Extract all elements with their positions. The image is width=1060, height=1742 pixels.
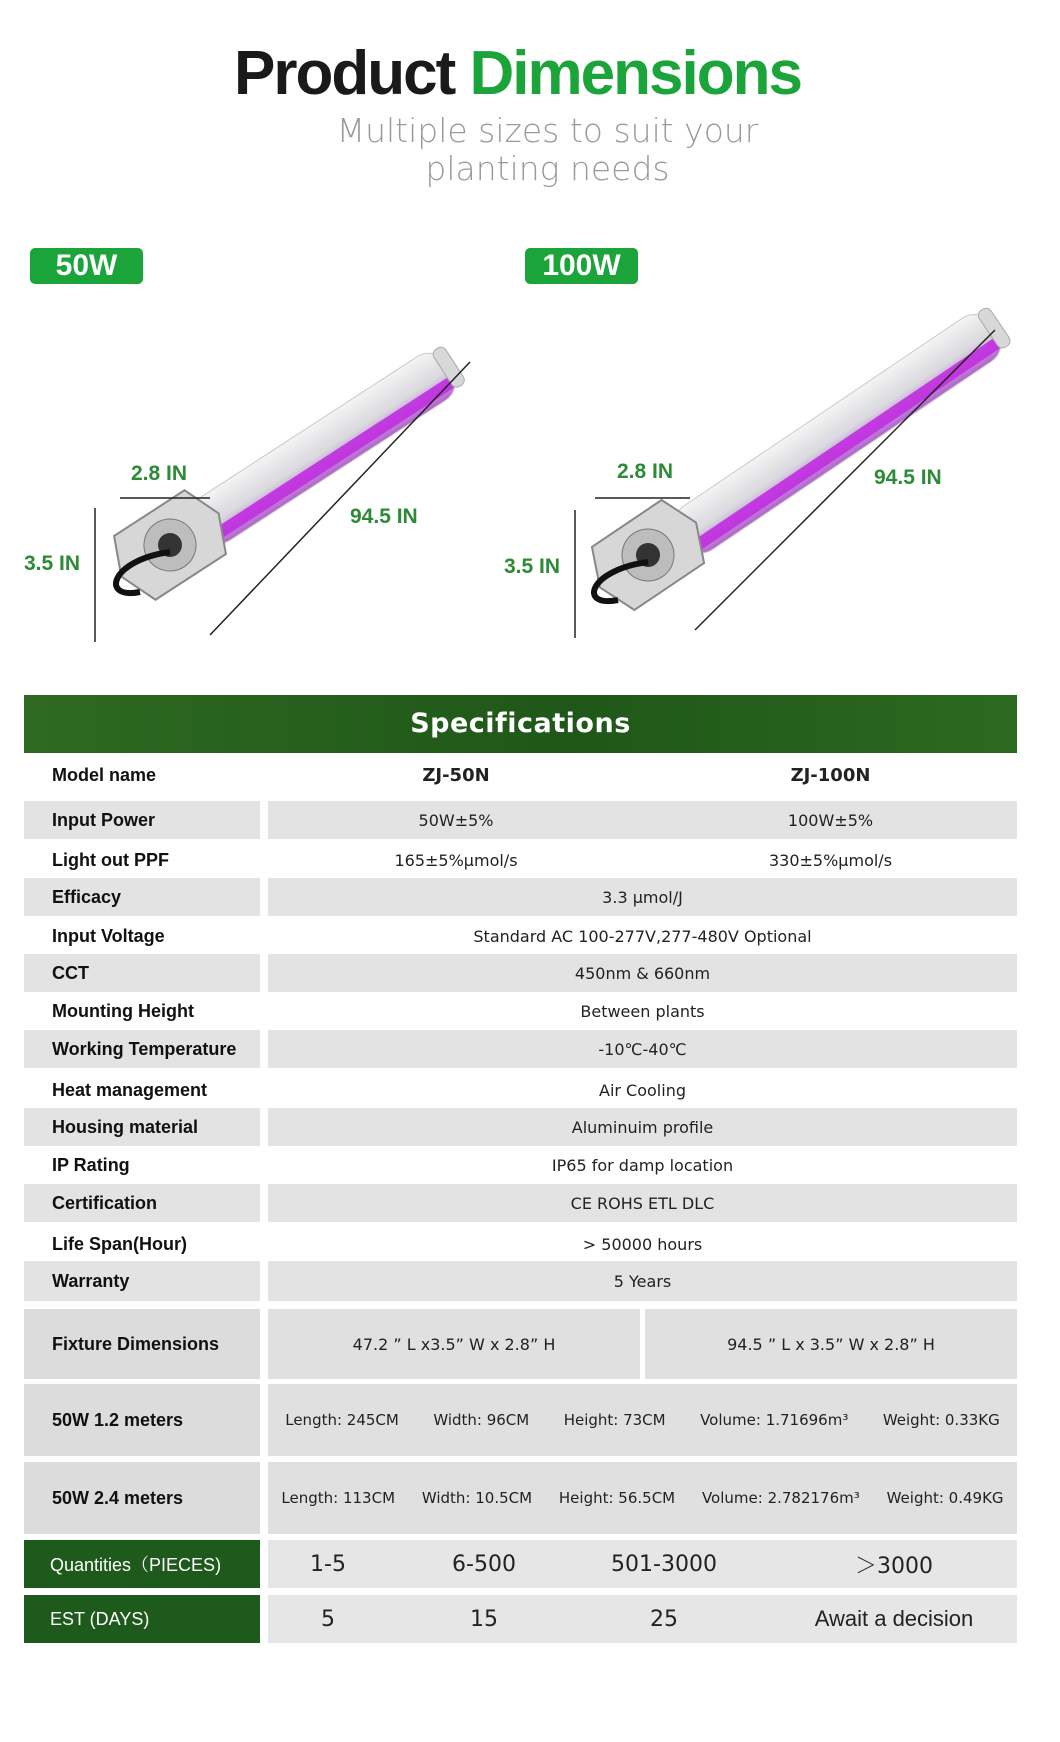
product-image-100w (500, 300, 1020, 650)
est-days-tier-1: 5 (321, 1606, 335, 1632)
spec-label: Working Temperature (24, 1030, 260, 1068)
input-power-50w: 50W±5% (418, 810, 494, 830)
model-50w: ZJ-50N (422, 764, 490, 786)
ppf-100w: 330±5%μmol/s (768, 850, 893, 870)
quantity-tier-3: 501-3000 (611, 1551, 717, 1577)
spec-label: Fixture Dimensions (24, 1309, 260, 1379)
packing-weight: Weight: 0.33KG (882, 1411, 1000, 1429)
est-days-label: EST (DAYS) (24, 1595, 260, 1643)
spec-row-life-span (24, 1225, 1017, 1263)
fixture-dim-50w: 47.2 ” L x3.5” W x 2.8” H (268, 1309, 640, 1379)
dim-height-50w: 3.5 IN (24, 552, 81, 575)
packing-volume: Volume: 2.782176m³ (701, 1489, 860, 1507)
est-days-tier-2: 15 (470, 1606, 498, 1632)
title-part-dimensions: Dimensions (469, 39, 801, 108)
spec-row-certification (24, 1184, 1017, 1222)
spec-label: Input Voltage (52, 925, 165, 946)
spec-row-efficacy (24, 878, 1017, 916)
spec-label: Input Power (24, 801, 260, 839)
est-days-tier-4: Await a decision (814, 1606, 974, 1631)
page-title (0, 38, 1035, 109)
dim-length-50w: 94.5 IN (350, 505, 418, 528)
spec-label: Certification (24, 1184, 260, 1222)
packing-length: Length: 113CM (281, 1489, 396, 1507)
spec-row-ip-rating (24, 1147, 1017, 1183)
spec-label: Heat management (52, 1079, 208, 1100)
spec-value: CE ROHS ETL DLC (268, 1184, 1017, 1222)
input-power-100w: 100W±5% (787, 810, 874, 830)
est-days-tier-3: 25 (650, 1606, 678, 1632)
spec-row-fixture-dimensions (24, 1309, 1017, 1379)
spec-row-warranty (24, 1261, 1017, 1301)
badge-100w: 100W (525, 248, 638, 284)
spec-label: CCT (24, 954, 260, 992)
packing-weight: Weight: 0.49KG (886, 1489, 1004, 1507)
quantities-label: Quantities（PIECES) (24, 1540, 260, 1588)
spec-label: Housing material (24, 1108, 260, 1146)
spec-value: Between plants (580, 1001, 705, 1021)
subtitle-line-2: planting needs (425, 149, 670, 188)
spec-value: Standard AC 100-277V,277-480V Optional (473, 926, 812, 946)
product-image-50w (20, 330, 480, 650)
specifications-header: Specifications (24, 695, 1017, 753)
quantity-tier-4: ＞3000 (855, 1553, 933, 1579)
spec-label: Life Span(Hour) (52, 1233, 187, 1254)
spec-row-input-voltage (24, 918, 1017, 954)
model-100w: ZJ-100N (790, 764, 871, 786)
spec-label: Light out PPF (52, 849, 169, 870)
spec-row-input-power (24, 801, 1017, 839)
spec-label: Model name (52, 764, 157, 785)
spec-value: 5 Years (268, 1261, 1017, 1301)
spec-label: 50W 1.2 meters (24, 1384, 260, 1456)
packing-length: Length: 245CM (285, 1411, 399, 1429)
spec-value: 450nm & 660nm (268, 954, 1017, 992)
spec-value: IP65 for damp location (551, 1155, 734, 1175)
quantities-row (24, 1540, 1017, 1588)
dim-length-100w: 94.5 IN (874, 466, 942, 489)
spec-row-ppf (24, 842, 1017, 878)
spec-value: > 50000 hours (582, 1234, 703, 1254)
spec-row-heat-management (24, 1071, 1017, 1109)
spec-value: Aluminuim profile (268, 1108, 1017, 1146)
spec-value: Air Cooling (599, 1080, 686, 1100)
packing-row-2 (24, 1462, 1017, 1534)
packing-values (268, 1462, 1017, 1534)
packing-height: Height: 73CM (563, 1411, 666, 1429)
packing-row-1 (24, 1384, 1017, 1456)
dim-height-100w: 3.5 IN (504, 555, 561, 578)
spec-row-cct (24, 954, 1017, 992)
spec-value: 3.3 μmol/J (268, 878, 1017, 916)
page-subtitle (0, 112, 1060, 188)
spec-row-working-temperature (24, 1030, 1017, 1068)
title-part-product: Product (234, 39, 455, 108)
dim-width-100w: 2.8 IN (617, 460, 674, 483)
spec-row-model (24, 757, 1017, 793)
badge-50w: 50W (30, 248, 143, 284)
ppf-50w: 165±5%μmol/s (394, 850, 518, 870)
spec-row-housing-material (24, 1108, 1017, 1146)
subtitle-line-1: Multiple sizes to suit your (336, 111, 759, 150)
packing-width: Width: 96CM (433, 1411, 530, 1429)
packing-height: Height: 56.5CM (558, 1489, 676, 1507)
spec-label: 50W 2.4 meters (24, 1462, 260, 1534)
packing-width: Width: 10.5CM (421, 1489, 533, 1507)
spec-label: Warranty (24, 1261, 260, 1301)
est-days-row (24, 1595, 1017, 1643)
spec-label: IP Rating (52, 1154, 130, 1175)
spec-row-mounting-height (24, 993, 1017, 1029)
packing-values (268, 1384, 1017, 1456)
spec-label: Efficacy (24, 878, 260, 916)
quantity-tier-2: 6-500 (452, 1551, 516, 1577)
packing-volume: Volume: 1.71696m³ (700, 1411, 849, 1429)
spec-value: -10℃-40℃ (268, 1030, 1017, 1068)
dim-width-50w: 2.8 IN (131, 462, 188, 485)
spec-label: Mounting Height (52, 1000, 194, 1021)
quantity-tier-1: 1-5 (310, 1551, 346, 1577)
fixture-dim-100w: 94.5 ” L x 3.5” W x 2.8” H (645, 1309, 1017, 1379)
